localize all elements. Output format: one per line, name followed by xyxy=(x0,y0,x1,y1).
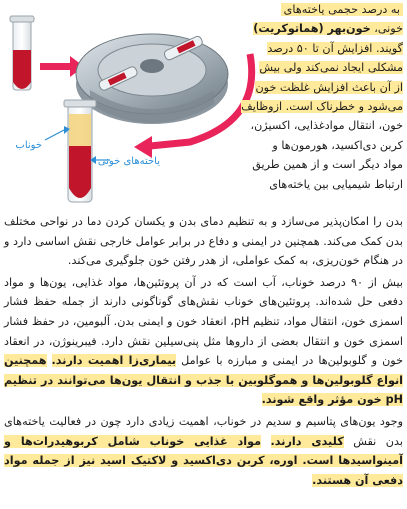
blood-cells-label: یاخته‌های خونی xyxy=(97,156,160,167)
side-column-text xyxy=(241,0,403,194)
paragraph-2-highlight-2: همچنین انواع گلوبولین‌ها و هموگلوبین با جذب و انتقال یون‌ها می‌توانند در تنظیم pH خون مؤثر واقع شوند. xyxy=(4,354,403,407)
paragraph-functions xyxy=(4,212,403,271)
paragraph-3-text: وجود یون‌های پتاسیم و سدیم در خوناب، اهمیت زیادی دارد چون در فعالیت یاخته‌های بدن نقش xyxy=(4,414,403,448)
side-line-10: ارتباط شیمیایی بین یاخته‌های xyxy=(269,177,403,191)
side-line-4 xyxy=(259,58,403,77)
paragraph-1-text: بدن را امکان‌پذیر می‌سازد و به تنظیم دمای بدن و یکسان کردن دما در نواحی مختلف بدن کمک می‌کند. همچنین در ایمنی و دفاع در برابر عوامل خارجی نقش اساسی دارد و در هنگام خون‌ریزی، به کمک عواملی، از هدر رفتن خون جلوگیری می‌کند. xyxy=(4,215,403,268)
side-line-6 xyxy=(241,97,403,116)
centrifuge-machine xyxy=(76,34,228,124)
paragraph-3-highlight-1: کلیدی دارند. xyxy=(270,434,344,448)
side-line-1 xyxy=(262,0,403,19)
plasma-label: خوناب xyxy=(15,140,42,151)
hematocrit-term: خون‌بهر (هماتوکریت) xyxy=(253,22,371,36)
centrifuge-figure xyxy=(0,0,262,212)
paragraph-2-highlight-1: بیماری‌زا اهمیت دارند. xyxy=(51,354,177,368)
paragraph-ions xyxy=(4,412,403,490)
paragraph-3-highlight-2: مواد غذایی خوناب شامل کربوهیدرات‌ها و آمینواسیدها است. اوره، کربن دی‌اکسید و لاکتیک اسید نیز از جمله مواد دفعی آن هستند. xyxy=(4,434,403,487)
side-line-8: کربن دی‌اکسید، هورمون‌ها و xyxy=(272,138,403,152)
side-line-2-wrap xyxy=(253,22,403,35)
side-line-3-text: گویند. افزایش آن تا ۵۰ درصد xyxy=(267,41,403,55)
paragraph-2-text: بیش از ۹۰ درصد خوناب، آب است که در آن پروتئین‌ها، مواد غذایی، یون‌ها و مواد دفعی حل شده‌اند. پروتئین‌های خوناب نقش‌های گوناگونی دارند از جمله حفظ فشار اسمزی خون، انتقال مواد، تنظیم pH، انعقاد خون و ایمنی بدن. آلبومین، در حفظ فشار اسمزی خون و انتقال بعضی از داروها مثل پنی‌سیلین نقش دارد. فیبرینوژن، در انعقاد خون و گلوبولین‌ها در ایمنی و مبارزه با عوامل xyxy=(4,275,403,368)
side-line-3 xyxy=(262,39,403,58)
blood-tube-before xyxy=(10,16,34,90)
side-line-4-text: مشکلی ایجاد نمی‌کند ولی بیش xyxy=(259,61,403,75)
paragraph-3-space xyxy=(261,435,271,448)
side-line-2 xyxy=(253,19,403,38)
side-line-1-text: به درصد حجمی یاخته‌های xyxy=(281,3,403,16)
side-line-2a: خونی، xyxy=(370,22,403,36)
paragraph-plasma-proteins xyxy=(4,273,403,410)
side-line-7: خون، انتقال موادغذایی، اکسیژن، xyxy=(250,119,403,133)
side-line-6-text: می‌شود و خطرناک است. ازوظایف xyxy=(241,99,403,113)
blood-tube-after xyxy=(64,100,96,202)
body-text xyxy=(4,212,403,492)
side-line-9: مواد دیگر است و از همین طریق xyxy=(252,158,403,172)
side-line-5 xyxy=(255,78,403,97)
side-line-5-text: از آن باعث افزایش غلظت خون xyxy=(255,80,403,94)
paragraph-2-space xyxy=(47,354,52,367)
plasma-pointer xyxy=(45,126,70,140)
